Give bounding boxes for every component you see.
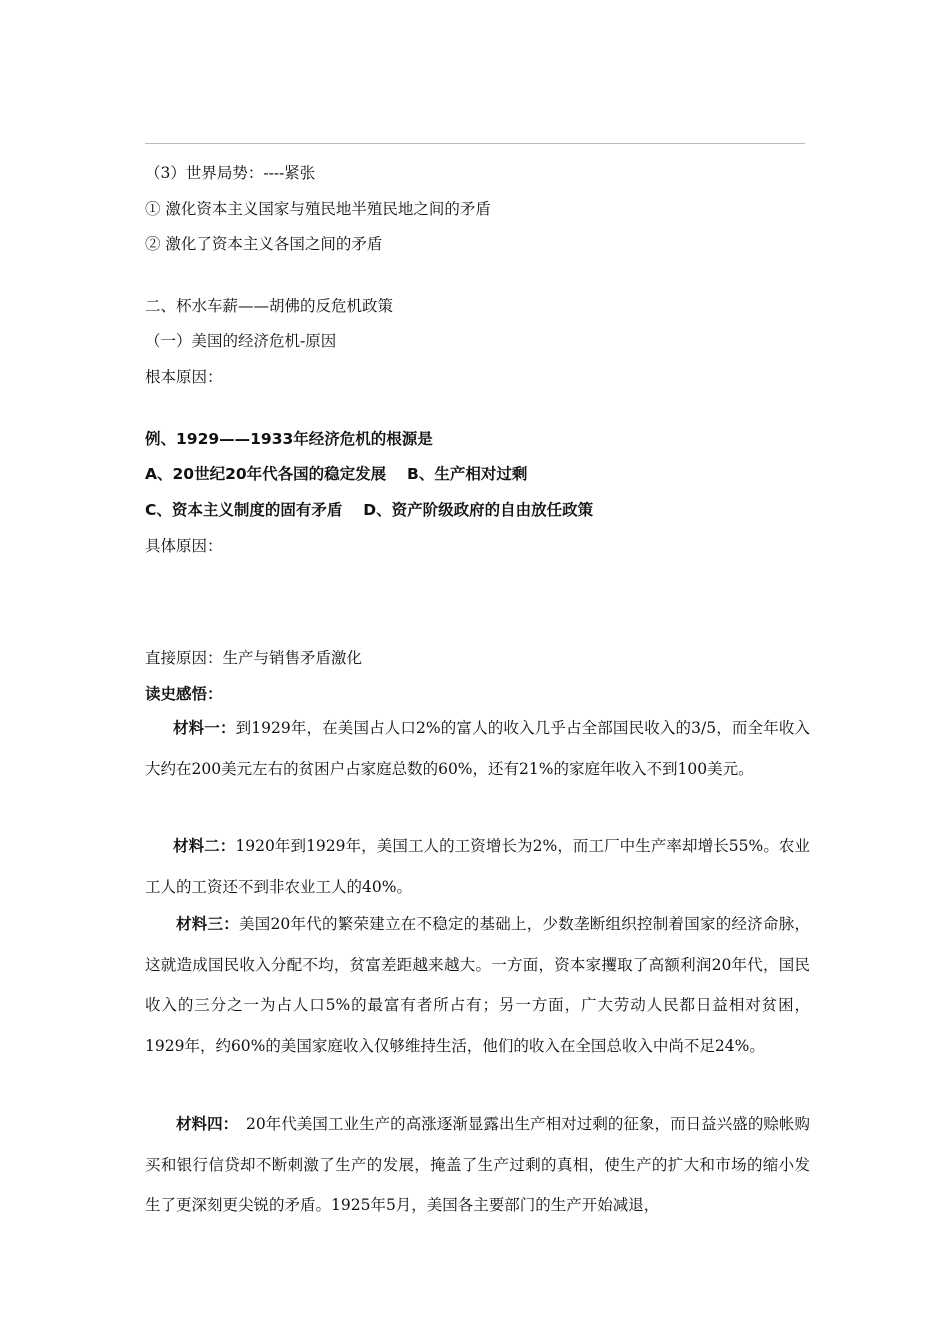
options-ab: A、20世纪20年代各国的稳定发展 B、生产相对过剩 (145, 465, 528, 483)
fundamental-cause-label: 根本原因： (145, 368, 223, 386)
direct-cause-label: 直接原因：生产与销售矛盾激化 (145, 649, 363, 667)
point-one: ① 激化资本主义国家与殖民地半殖民地之间的矛盾 (145, 200, 491, 218)
example-question: 例、1929——1933年经济危机的根源是 (145, 430, 433, 448)
header-rule (145, 143, 805, 144)
material-three (145, 904, 810, 1066)
material-two-text: 1920年到1929年，美国工人的工资增长为2%，而工厂中生产率却增长55%。农业工人的工资还不到非农业工人的40%。 (145, 837, 810, 896)
material-one-label: 材料一： (173, 719, 236, 737)
material-three-text: 美国20年代的繁荣建立在不稳定的基础上，少数垄断组织控制着国家的经济命脉，这就造成国民收入分配不均，贫富差距越来越大。一方面，资本家攫取了高额利润20年代，国民收入的三分之一为占人口5%的最富有者所占有；另一方面，广大劳动人民都日益相对贫困，1929年，约60%的美国家庭收入仅够维持生活，他们的收入在全国总收入中尚不足24%。 (145, 915, 810, 1055)
material-two-label: 材料二： (173, 837, 236, 855)
material-one (145, 708, 810, 789)
subsection-heading: （一）美国的经济危机-原因 (145, 332, 337, 350)
section-world-situation: （3）世界局势：----紧张 (145, 164, 316, 182)
material-four-text: 20年代美国工业生产的高涨逐渐显露出生产相对过剩的征象，而日益兴盛的赊帐购买和银行信贷却不断刺激了生产的发展，掩盖了生产过剩的真相，使生产的扩大和市场的缩小发生了更深刻更尖锐的矛盾。1925年5月，美国各主要部门的生产开始减退， (145, 1115, 810, 1214)
material-one-text: 到1929年，在美国占人口2%的富人的收入几乎占全部国民收入的3/5，而全年收入大约在200美元左右的贫困户占家庭总数的60%，还有21%的家庭年收入不到100美元。 (145, 719, 810, 778)
point-two: ② 激化了资本主义各国之间的矛盾 (145, 235, 383, 253)
material-two (145, 826, 810, 907)
material-four-label: 材料四： (176, 1115, 231, 1133)
material-four (145, 1104, 810, 1226)
reading-reflection-heading: 读史感悟： (145, 685, 223, 703)
specific-cause-label: 具体原因： (145, 537, 223, 555)
material-three-label: 材料三： (176, 915, 240, 933)
section-heading: 二、杯水车薪——胡佛的反危机政策 (145, 297, 394, 315)
options-cd: C、资本主义制度的固有矛盾 D、资产阶级政府的自由放任政策 (145, 501, 594, 519)
